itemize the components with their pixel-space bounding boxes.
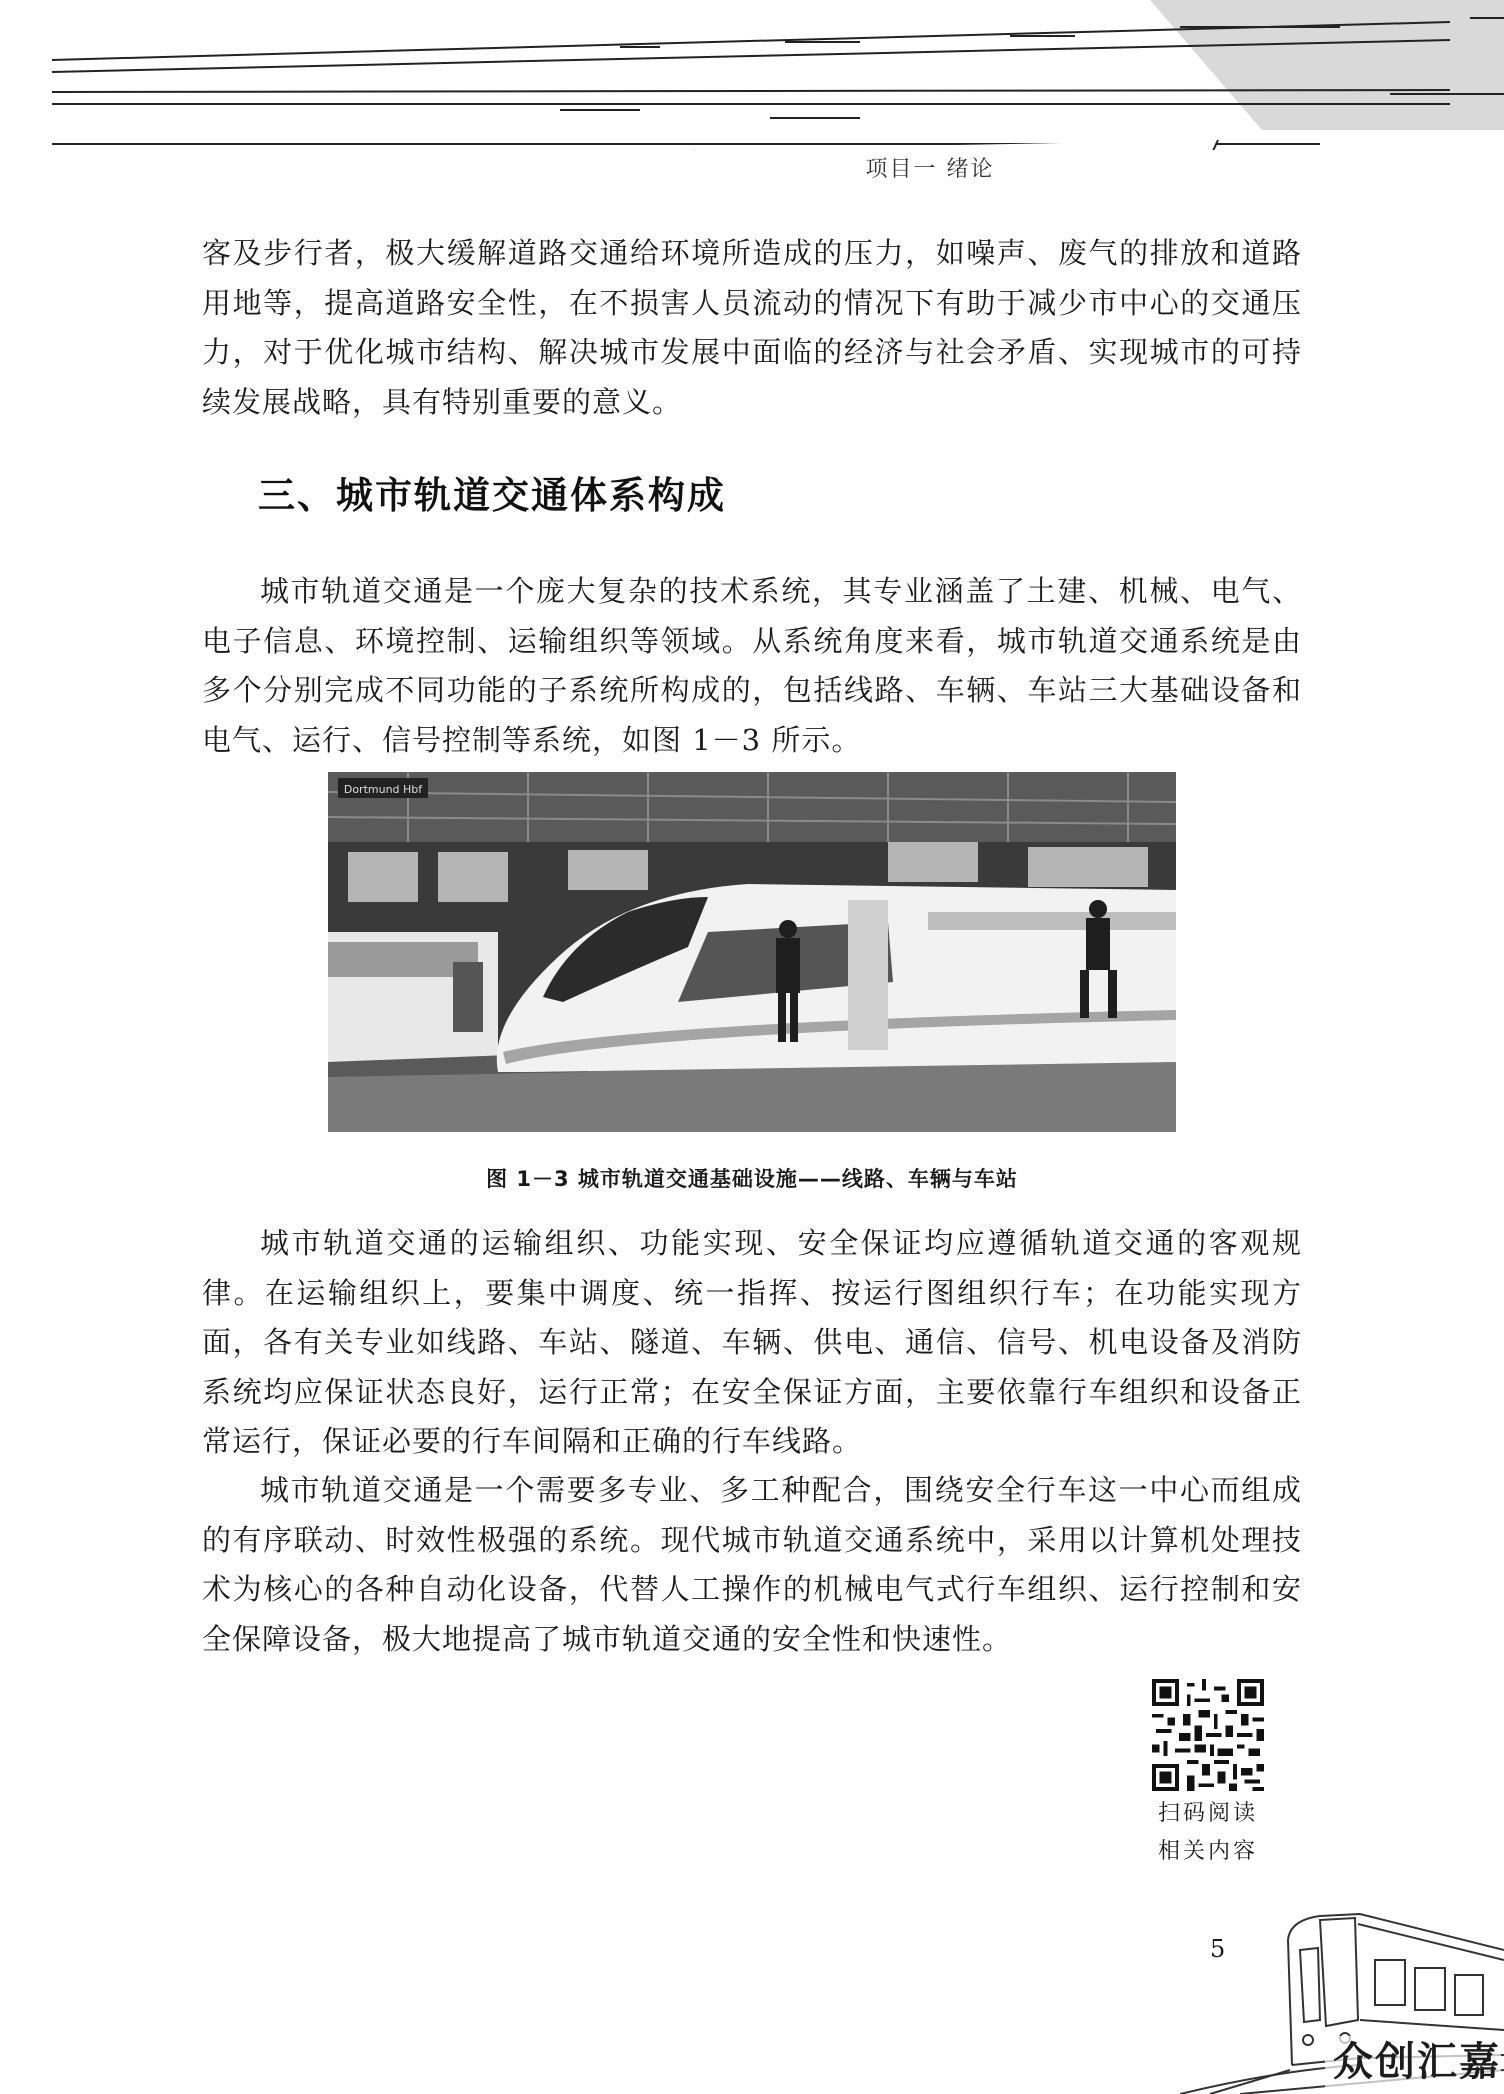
qr-caption-line-2: 相关内容	[1157, 1839, 1258, 1864]
header-decoration	[0, 0, 1504, 150]
paragraph-2: 城市轨道交通是一个庞大复杂的技术系统，其专业涵盖了土建、机械、电气、电子信息、环境控制、运输组织等领域。从系统角度来看，城市轨道交通系统是由多个分别完成不同功能的子系统所构成的，包括线路、车辆、车站三大基础设备和电气、运行、信号控制等系统，如图 1－3 所示。	[202, 574, 1302, 757]
train-station-photo	[328, 772, 1176, 1132]
section-heading: 三、城市轨道交通体系构成	[258, 474, 726, 517]
station-sign: Dortmund Hbf	[343, 783, 423, 796]
page-number: 5	[1210, 1935, 1226, 1963]
paragraph-3: 城市轨道交通的运输组织、功能实现、安全保证均应遵循轨道交通的客观规律。在运输组织上，要集中调度、统一指挥、按运行图组织行车；在功能实现方面，各有关专业如线路、车站、隧道、车辆、供电、通信、信号、机电设备及消防系统均应保证状态良好，运行正常；在安全保证方面，主要依靠行车组织和设备正常运行，保证必要的行车间隔和正确的行车线路。	[202, 1226, 1302, 1458]
qr-caption	[1120, 1795, 1296, 1871]
qr-code[interactable]	[1152, 1679, 1264, 1791]
paragraph-1: 客及步行者，极大缓解道路交通给环境所造成的压力，如噪声、废气的排放和道路用地等，提高道路安全性，在不损害人员流动的情况下有助于减少市中心的交通压力，对于优化城市结构、解决城市发展中面临的经济与社会矛盾、实现城市的可持续发展战略，具有特别重要的意义。	[202, 236, 1302, 419]
paragraph-4: 城市轨道交通是一个需要多专业、多工种配合，围绕安全行车这一中心而组成的有序联动、时效性极强的系统。现代城市轨道交通系统中，采用以计算机处理技术为核心的各种自动化设备，代替人工操作的机械电气式行车组织、运行控制和安全保障设备，极大地提高了城市轨道交通的安全性和快速性。	[202, 1473, 1302, 1656]
watermark-logo: 众创汇嘉	[1325, 2036, 1501, 2088]
running-head: 项目一 绪论	[865, 157, 995, 182]
figure-caption: 图 1－3 城市轨道交通基础设施——线路、车辆与车站	[486, 1167, 1018, 1191]
qr-caption-line-1: 扫码阅读	[1157, 1801, 1258, 1826]
